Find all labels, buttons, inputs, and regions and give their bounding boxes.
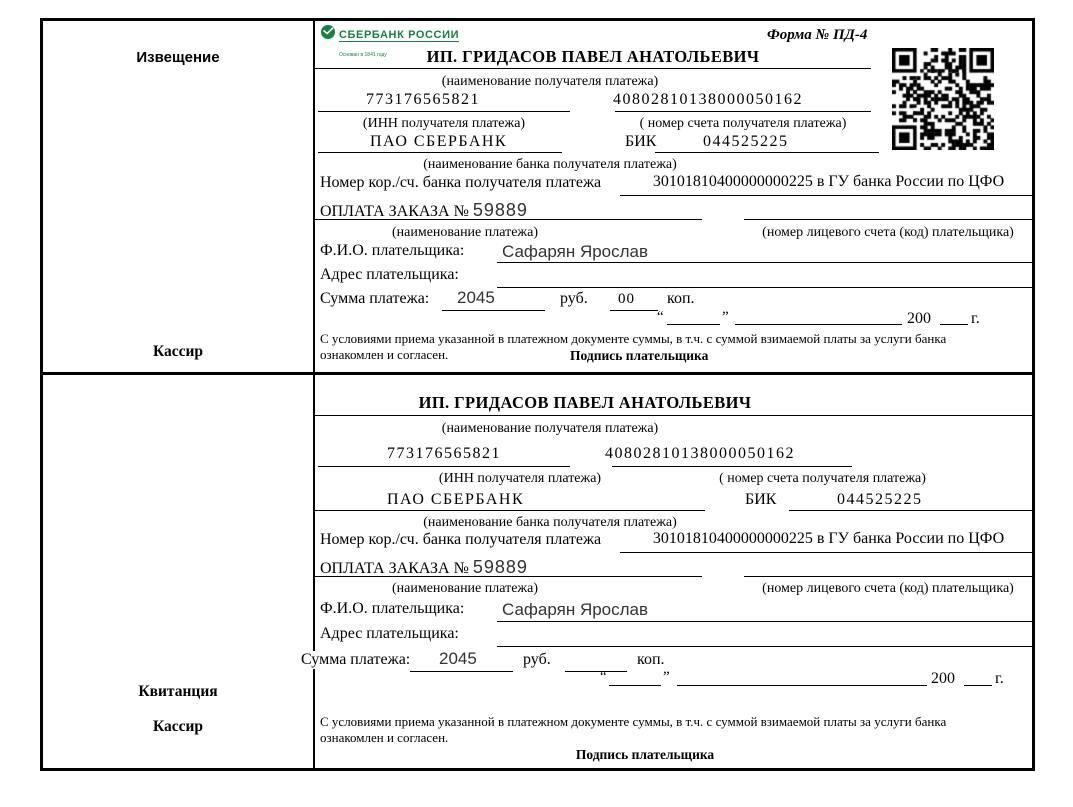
date-day-line — [609, 685, 661, 686]
recipient-name: ИП. ГРИДАСОВ ПАВЕЛ АНАТОЛЬЕВИЧ — [426, 47, 760, 66]
date-month-line — [735, 324, 902, 325]
bank-name-line — [315, 510, 705, 511]
recipient-name: ИП. ГРИДАСОВ ПАВЕЛ АНАТОЛЬЕВИЧ — [418, 393, 752, 412]
date-day-line — [667, 324, 720, 325]
account-label: ( номер счета получателя платежа) — [639, 116, 847, 131]
account-value: 40802810138000050162 — [605, 445, 795, 462]
agreement-line2: ознакомлен и согласен. — [320, 730, 449, 745]
bik-label: БИК — [745, 491, 777, 508]
payment-purpose-label: ОПЛАТА ЗАКАЗА № — [320, 203, 469, 220]
signature-label-bottom: Подпись плательщика — [575, 747, 715, 762]
payer-address-line — [497, 646, 1032, 647]
recipient-name-label: (наименование получателя платежа) — [441, 421, 659, 436]
year-prefix: 200 — [931, 670, 955, 687]
personal-account-line — [744, 576, 1032, 577]
recipient-name-line — [315, 415, 1032, 416]
cashier-label-top: Кассир — [152, 343, 204, 360]
qr-code — [892, 48, 994, 155]
corr-account-line — [620, 195, 1032, 196]
agreement-line2: ознакомлен и согласен. — [320, 347, 449, 362]
personal-account-label: (номер лицевого счета (код) плательщика) — [762, 581, 1014, 596]
payer-name-label: Ф.И.О. плательщика: — [320, 242, 465, 259]
payment-purpose — [320, 201, 528, 221]
corr-account-value: 30101810400000000225 в ГУ банка России по ЦФО — [652, 530, 1005, 547]
order-number: 59889 — [472, 200, 528, 220]
receipt-label: Квитанция — [138, 683, 218, 700]
date-month-line — [677, 685, 927, 686]
order-number: 59889 — [472, 557, 528, 577]
bank-name-value: ПАО СБЕРБАНК — [370, 133, 508, 150]
year-prefix: 200 — [907, 310, 931, 327]
date-quote-open: “ — [657, 309, 666, 325]
signature-label-top: Подпись плательщика — [570, 348, 709, 363]
date-quote-open: “ — [600, 669, 609, 685]
amount-label: Сумма платежа: — [298, 651, 413, 669]
section-receipt — [301, 375, 1033, 768]
amount-rub-value: 2045 — [457, 288, 495, 307]
inn-label: (ИНН получателя платежа) — [438, 471, 602, 486]
payment-name-label: (наименование платежа) — [392, 581, 538, 596]
amount-label: Сумма платежа: — [320, 290, 430, 307]
year-suffix: г. — [995, 670, 1004, 687]
amount-rub-line — [442, 310, 545, 311]
year-line — [940, 324, 968, 325]
date-quote-close: ” — [722, 309, 731, 325]
rub-label: руб. — [523, 651, 551, 668]
corr-account-line — [620, 552, 1032, 553]
inn-field-line — [318, 111, 570, 112]
inn-value: 773176565821 — [366, 91, 480, 108]
payer-address-label: Адрес плательщика: — [320, 625, 459, 642]
account-field-line — [615, 111, 871, 112]
bank-name-label: (наименование банка получателя платежа) — [423, 157, 677, 172]
personal-account-line — [744, 219, 1032, 220]
bik-value: 044525225 — [837, 491, 923, 508]
amount-rub-value: 2045 — [439, 649, 477, 668]
agreement-line1: С условиями приема указанной в платежном документе суммы, в т.ч. с суммой взимаемой платы за услуги банка — [320, 714, 947, 729]
amount-rub-line — [410, 671, 513, 672]
payer-address-line — [497, 287, 1032, 288]
kop-label: коп. — [637, 651, 665, 668]
corr-account-value: 30101810400000000225 в ГУ банка России по ЦФО — [652, 173, 1005, 190]
notice-label: Извещение — [136, 49, 220, 66]
inn-value: 773176565821 — [387, 445, 501, 462]
inn-label: (ИНН получателя платежа) — [362, 116, 526, 131]
form-border — [40, 18, 1035, 771]
payer-name-line — [497, 621, 1032, 622]
personal-account-label: (номер лицевого счета (код) плательщика) — [762, 225, 1014, 240]
account-field-line — [612, 466, 852, 467]
bik-value: 044525225 — [703, 133, 789, 150]
amount-kop-value: 00 — [618, 291, 635, 307]
amount-kop-line — [565, 671, 627, 672]
payer-name-label: Ф.И.О. плательщика: — [320, 600, 465, 617]
account-value: 40802810138000050162 — [613, 91, 803, 108]
sberbank-circle-icon — [321, 25, 335, 44]
account-label: ( номер счета получателя платежа) — [719, 471, 926, 486]
year-line — [964, 685, 992, 686]
payer-address-label: Адрес плательщика: — [320, 266, 459, 283]
date-quote-close: ” — [663, 669, 672, 685]
bik-line — [655, 152, 879, 153]
bank-name-value: ПАО СБЕРБАНК — [387, 491, 525, 508]
sberbank-logo-text: СБЕРБАНК РОССИИ — [339, 29, 460, 41]
bik-line — [789, 510, 1032, 511]
year-suffix: г. — [971, 310, 980, 327]
payment-purpose — [320, 558, 528, 578]
corr-account-label: Номер кор./сч. банка получателя платежа — [320, 531, 602, 548]
agreement-line1: С условиями приема указанной в платежном документе суммы, в т.ч. с суммой взимаемой платы за услуги банка — [320, 331, 947, 346]
corr-account-label: Номер кор./сч. банка получателя платежа — [320, 174, 602, 191]
bank-name-label: (наименование банка получателя платежа) — [423, 515, 677, 530]
payer-name-value: Сафарян Ярослав — [502, 600, 649, 619]
payment-purpose-label: ОПЛАТА ЗАКАЗА № — [320, 560, 469, 577]
section-notice — [315, 21, 1033, 372]
recipient-name-label: (наименование получателя платежа) — [441, 74, 659, 89]
bik-label: БИК — [625, 133, 657, 150]
inn-field-line — [318, 466, 570, 467]
kop-label: коп. — [667, 290, 695, 307]
recipient-name-line — [315, 68, 871, 69]
sberbank-logo-tagline: Основан в 1841 году — [339, 52, 387, 58]
payment-name-line — [315, 219, 702, 220]
cashier-label-bottom: Кассир — [152, 718, 204, 735]
amount-kop-line — [610, 310, 658, 311]
rub-label: руб. — [560, 290, 588, 307]
payment-name-label: (наименование платежа) — [392, 225, 538, 240]
form-type-label: Форма № ПД-4 — [767, 27, 868, 43]
payer-name-line — [497, 262, 1032, 263]
payment-name-line — [315, 576, 702, 577]
bank-name-line — [318, 152, 562, 153]
payer-name-value: Сафарян Ярослав — [502, 242, 649, 261]
